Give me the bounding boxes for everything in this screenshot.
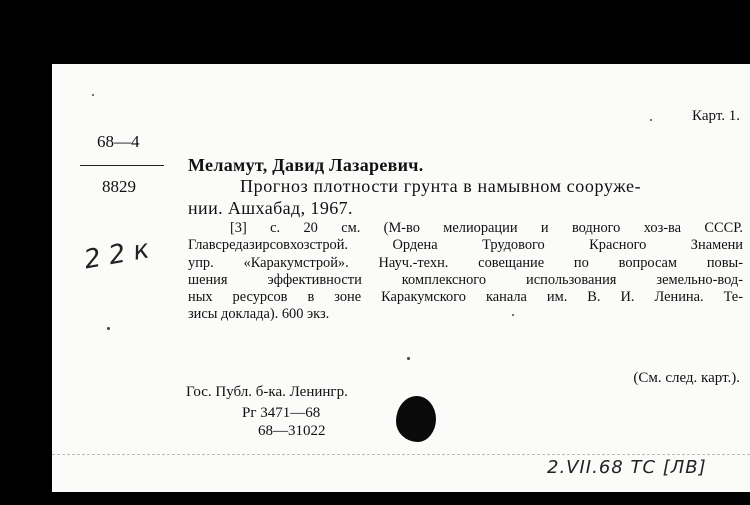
call-number-top: 68—4 — [97, 132, 140, 151]
title-line-1: Прогноз плотности грунта в намывном сооруже- — [240, 176, 642, 196]
description-line: упр. «Каракумстрой». Науч.-техн. совещание по вопросам повы- — [188, 254, 743, 271]
paper-speck — [650, 119, 652, 121]
dotted-divider — [52, 454, 750, 455]
author-heading: Меламут, Давид Лазаревич. — [188, 155, 424, 175]
description-line: [3] с. 20 см. (М-во мелиорации и водного хоз-ва СССР. — [230, 220, 743, 236]
card-number: Карт. 1. — [692, 108, 740, 124]
call-number-divider — [80, 165, 164, 166]
description-line: зисы доклада). 600 экз. — [188, 306, 330, 323]
description-line: ных ресурсов в зоне Каракумского канала им. В. И. Ленина. Те- — [188, 289, 743, 306]
paper-speck — [92, 94, 94, 96]
library-registration: Рг 3471—68 — [242, 405, 321, 421]
bibliographic-description — [188, 220, 743, 324]
paper-speck — [407, 357, 410, 360]
paper-speck — [512, 314, 514, 316]
library-name: Гос. Публ. б-ка. Ленингр. — [186, 384, 348, 400]
library-card-number: 68—31022 — [258, 423, 326, 439]
title-line-2: нии. Ашхабад, 1967. — [188, 198, 353, 218]
call-number-bottom: 8829 — [102, 177, 136, 196]
paper-speck — [107, 327, 110, 330]
description-line: шения эффективности комплексного использования земельно-вод- — [188, 271, 743, 288]
handwritten-date-note: 2.VII.68 ТС [ЛВ] — [547, 457, 707, 478]
catalog-card — [52, 64, 750, 492]
handwritten-note-left: 2 2 к — [81, 234, 152, 276]
description-line: Главсредазирсовхозстрой. Ордена Трудового Красного Знамени — [188, 237, 743, 254]
see-next-card: (См. след. карт.). — [633, 370, 740, 386]
ink-blot-stamp — [396, 396, 436, 442]
